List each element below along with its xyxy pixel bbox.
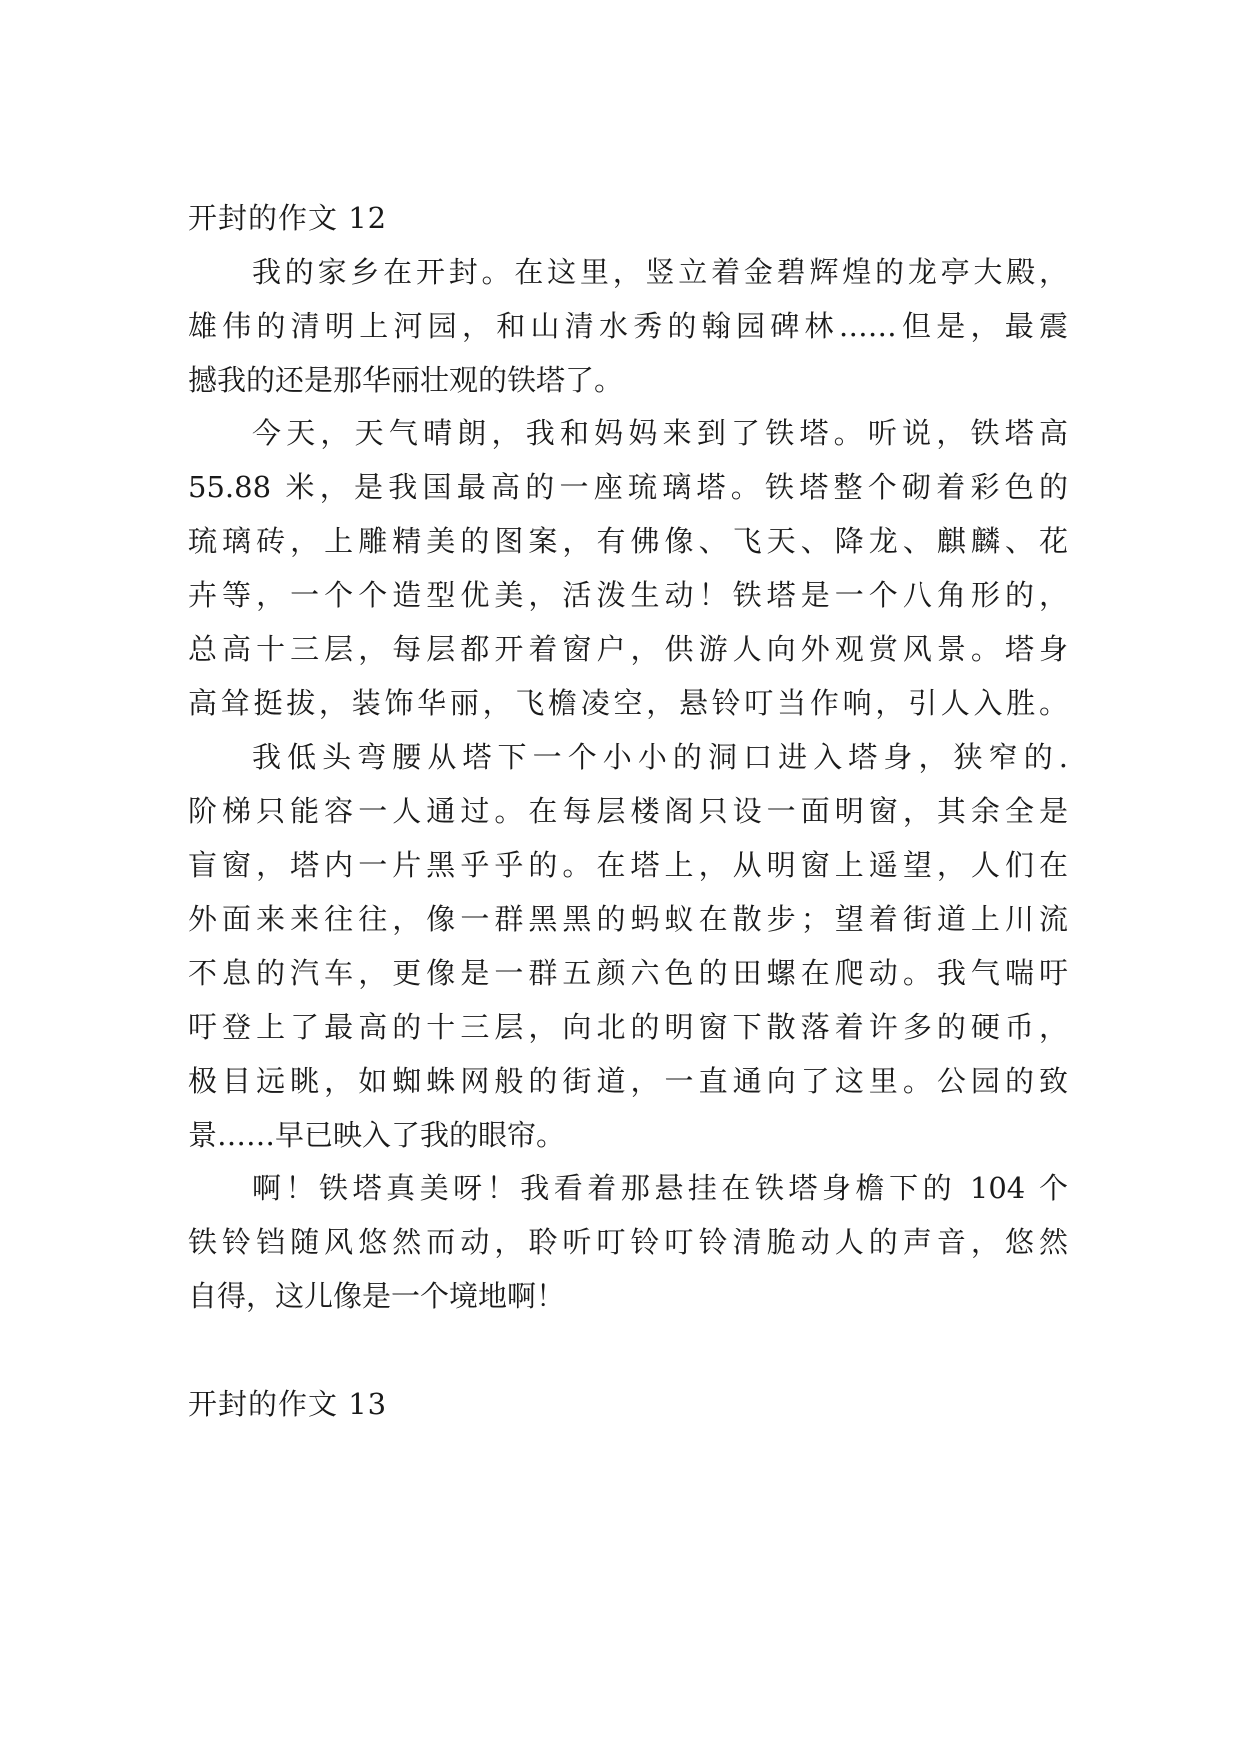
paragraph-2-line-5: 总高十三层，每层都开着窗户，供游人向外观赏风景。塔身	[188, 632, 1068, 666]
paragraph-1-line-2: 雄伟的清明上河园，和山清水秀的翰园碑林……但是，最震	[188, 309, 1068, 343]
paragraph-3-line-3: 盲窗，塔内一片黑乎乎的。在塔上，从明窗上遥望，人们在	[188, 848, 1068, 882]
paragraph-3-line-6: 吁登上了最高的十三层，向北的明窗下散落着许多的硬币，	[188, 1010, 1068, 1044]
paragraph-4-line-3: 自得，这儿像是一个境地啊！	[188, 1279, 566, 1313]
section-title: 开封的作文 13	[188, 1387, 388, 1421]
paragraph-3-line-1: 我低头弯腰从塔下一个小小的洞口进入塔身，狭窄的.	[252, 740, 1068, 774]
paragraph-1-line-3: 撼我的还是那华丽壮观的铁塔了。	[188, 363, 624, 397]
paragraph-2-line-3: 琉璃砖，上雕精美的图案，有佛像、飞天、降龙、麒麟、花	[188, 524, 1068, 558]
paragraph-2-line-1: 今天，天气晴朗，我和妈妈来到了铁塔。听说，铁塔高	[252, 416, 1068, 450]
section-title: 开封的作文 12	[188, 201, 388, 235]
paragraph-4-line-1: 啊！铁塔真美呀！我看着那悬挂在铁塔身檐下的 104 个	[252, 1171, 1068, 1205]
paragraph-2-line-6: 高耸挺拔，装饰华丽，飞檐凌空，悬铃叮当作响，引人入胜。	[188, 686, 1068, 720]
paragraph-3-line-2: 阶梯只能容一人通过。在每层楼阁只设一面明窗，其余全是	[188, 794, 1068, 828]
paragraph-2-line-2: 55.88 米，是我国最高的一座琉璃塔。铁塔整个砌着彩色的	[188, 470, 1068, 504]
paragraph-3-line-5: 不息的汽车，更像是一群五颜六色的田螺在爬动。我气喘吁	[188, 956, 1068, 990]
paragraph-3-line-8: 景……早已映入了我的眼帘。	[188, 1118, 566, 1152]
paragraph-4-line-2: 铁铃铛随风悠然而动，聆听叮铃叮铃清脆动人的声音，悠然	[188, 1225, 1068, 1259]
paragraph-2-line-4: 卉等，一个个造型优美，活泼生动！铁塔是一个八角形的，	[188, 578, 1068, 612]
paragraph-1-line-1: 我的家乡在开封。在这里，竖立着金碧辉煌的龙亭大殿，	[252, 255, 1068, 289]
paragraph-3-line-7: 极目远眺，如蜘蛛网般的街道，一直通向了这里。公园的致	[188, 1064, 1068, 1098]
paragraph-3-line-4: 外面来来往往，像一群黑黑的蚂蚁在散步；望着街道上川流	[188, 902, 1068, 936]
